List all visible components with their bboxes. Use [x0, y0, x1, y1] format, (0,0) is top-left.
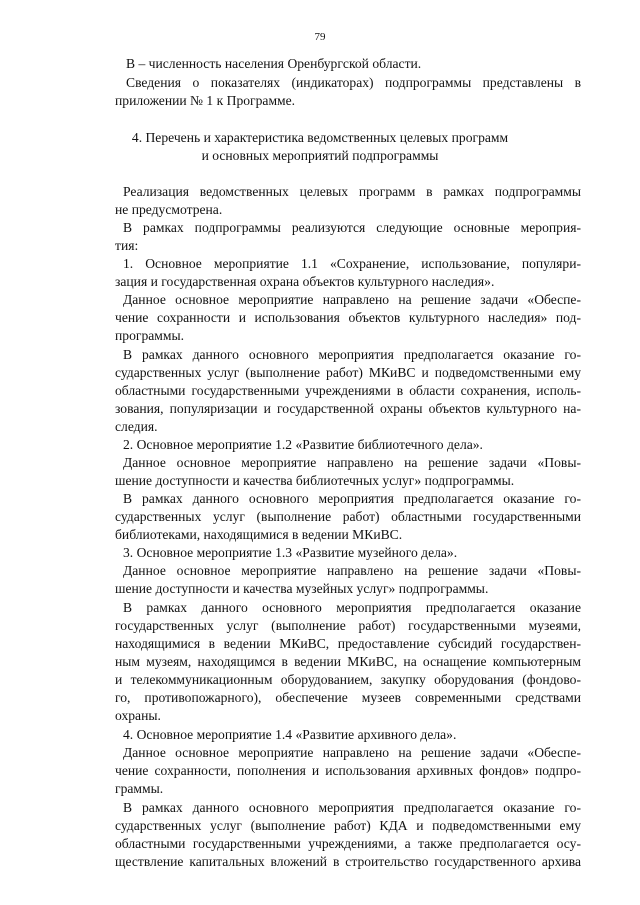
- text-line: граммы.: [115, 781, 164, 796]
- text-line: Сведения о показателях (индикаторах) подпрограммы представлены в: [126, 75, 581, 90]
- text-line: Данное основное мероприятие направлено на решение задачи «Повы-: [123, 563, 581, 578]
- text-line: В рамках данного основного мероприятия предполагается оказание: [123, 600, 581, 615]
- text-line: зация и государственная охрана объектов культурного наследия».: [115, 274, 495, 289]
- text-line: 3. Основное мероприятие 1.3 «Развитие музейного дела».: [123, 545, 458, 560]
- section-heading: 4. Перечень и характеристика ведомственных целевых программ: [131, 130, 509, 145]
- text-line: 2. Основное мероприятие 1.2 «Развитие библиотечного дела».: [123, 437, 483, 452]
- text-line: находящимися в ведении МКиВС, предоставление субсидий государствен-: [115, 636, 581, 651]
- text-line: Данное основное мероприятие направлено на решение задачи «Обеспе-: [123, 745, 581, 760]
- text-line: охраны.: [115, 708, 161, 723]
- text-line: библиотеками, находящимися в ведении МКиВС.: [115, 527, 403, 542]
- text-line: не предусмотрена.: [115, 202, 223, 217]
- text-line: 1. Основное мероприятие 1.1 «Сохранение, использование, популяри-: [123, 256, 581, 271]
- text-line: зования, популяризации и государственной охраны объектов культурного на-: [115, 401, 581, 416]
- text-line: Данное основное мероприятие направлено на решение задачи «Повы-: [123, 455, 581, 470]
- text-line: областными государственными учреждениями, а также предполагается осу-: [115, 836, 581, 851]
- text-line: тия:: [115, 238, 139, 253]
- text-line: В рамках подпрограммы реализуются следующие основные мероприя-: [123, 220, 581, 235]
- text-line: ществление капитальных вложений в строительство государственного архива: [115, 854, 581, 869]
- text-line: приложении № 1 к Программе.: [115, 93, 296, 108]
- text-line: следия.: [115, 419, 158, 434]
- text-line: сударственных услуг (выполнение работ) КДА и подведомственными ему: [115, 818, 581, 833]
- text-line: шение доступности и качества библиотечных услуг» подпрограммы.: [115, 473, 515, 488]
- text-line: ным музеям, находящимся в ведении МКиВС, на оснащение компьютерным: [115, 654, 581, 669]
- text-line: сударственных услуг (выполнение работ) областными государственными: [115, 509, 581, 524]
- text-line: В рамках данного основного мероприятия предполагается оказание го-: [123, 347, 581, 362]
- section-heading: и основных мероприятий подпрограммы: [201, 148, 439, 163]
- text-line: государственных услуг (выполнение работ) государственными музеями,: [115, 618, 581, 633]
- text-line: В – численность населения Оренбургской области.: [126, 56, 422, 71]
- text-line: чение сохранности, пополнения и использования архивных фондов» подпро-: [115, 763, 581, 778]
- page-number: 79: [314, 31, 326, 43]
- text-line: и телекоммуникационным оборудованием, закупку оборудования (фондово-: [115, 672, 581, 687]
- text-line: областными государственными учреждениями в области сохранения, исполь-: [115, 383, 581, 398]
- text-line: В рамках данного основного мероприятия предполагается оказание го-: [123, 800, 581, 815]
- text-line: В рамках данного основного мероприятия предполагается оказание го-: [123, 491, 581, 506]
- text-line: 4. Основное мероприятие 1.4 «Развитие архивного дела».: [123, 727, 457, 742]
- text-line: шение доступности и качества музейных услуг» подпрограммы.: [115, 581, 489, 596]
- text-line: программы.: [115, 328, 185, 343]
- text-line: Данное основное мероприятие направлено на решение задачи «Обеспе-: [123, 292, 581, 307]
- text-line: сударственных услуг (выполнение работ) МКиВС и подведомственными ему: [115, 365, 581, 380]
- text-line: Реализация ведомственных целевых программ в рамках подпрограммы: [123, 184, 581, 199]
- text-line: чение сохранности и использования объектов культурного наследия» под-: [115, 310, 581, 325]
- text-line: го, противопожарного), обеспечение музеев современными средствами: [115, 690, 581, 705]
